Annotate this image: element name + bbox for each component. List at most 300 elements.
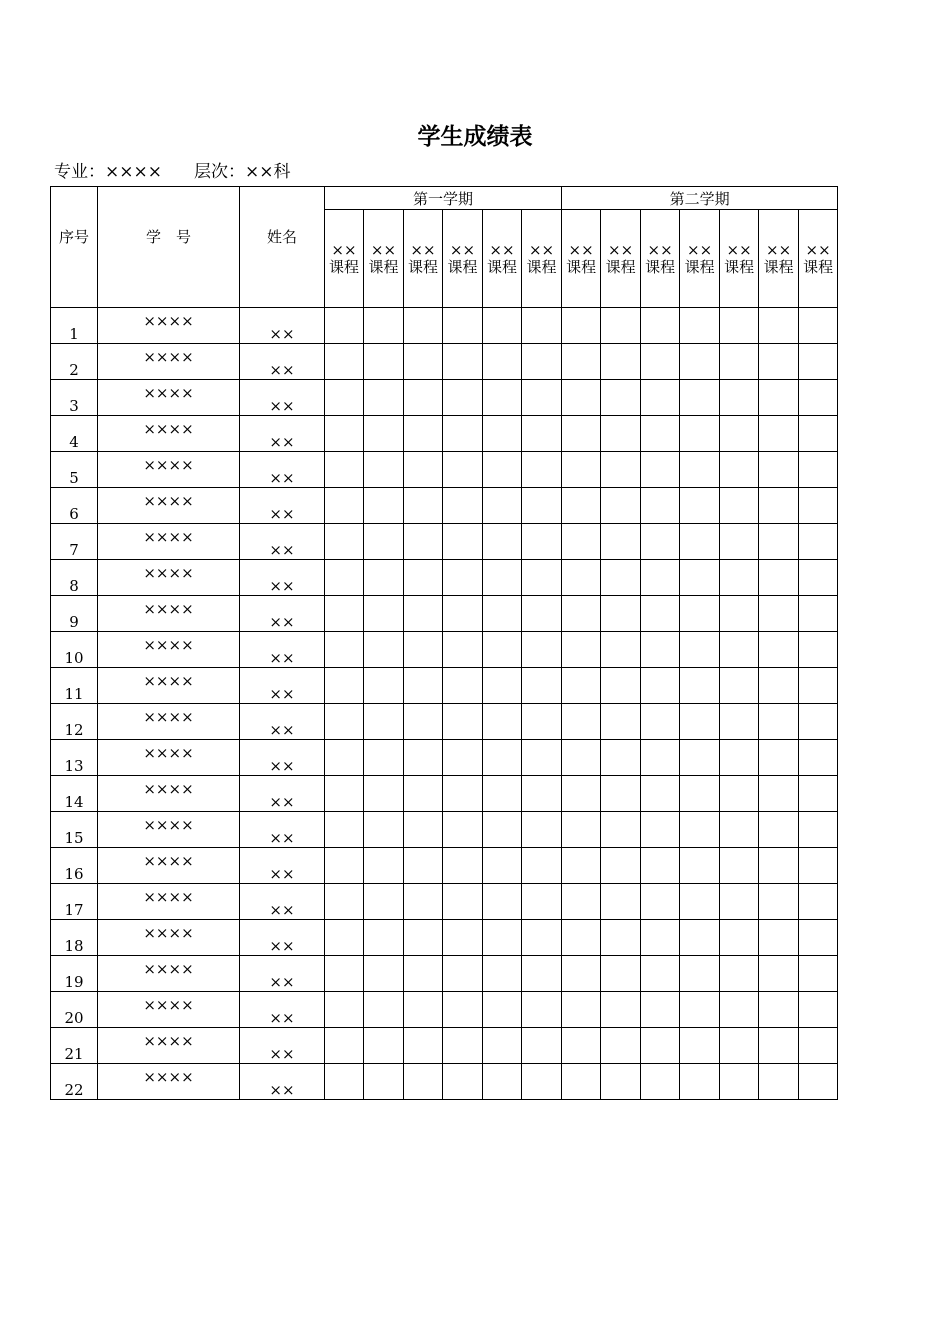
grade-cell[interactable]: [443, 380, 483, 416]
grade-cell[interactable]: [364, 380, 404, 416]
grade-cell[interactable]: [522, 812, 562, 848]
grade-cell[interactable]: [483, 632, 522, 668]
grade-cell[interactable]: [601, 596, 641, 632]
grade-cell[interactable]: [720, 308, 759, 344]
grade-cell[interactable]: [799, 884, 838, 920]
grade-cell[interactable]: [641, 560, 680, 596]
grade-cell[interactable]: [562, 308, 601, 344]
grade-cell[interactable]: [759, 992, 799, 1028]
grade-cell[interactable]: [799, 488, 838, 524]
grade-cell[interactable]: [601, 740, 641, 776]
grade-cell[interactable]: [483, 992, 522, 1028]
grade-cell[interactable]: [720, 596, 759, 632]
grade-cell[interactable]: [325, 596, 364, 632]
grade-cell[interactable]: [325, 488, 364, 524]
grade-cell[interactable]: [364, 812, 404, 848]
grade-cell[interactable]: [325, 920, 364, 956]
grade-cell[interactable]: [601, 344, 641, 380]
course-header-1: [325, 210, 364, 308]
grade-cell[interactable]: [720, 992, 759, 1028]
grade-cell[interactable]: [680, 668, 720, 704]
grade-cell[interactable]: [641, 704, 680, 740]
grade-cell[interactable]: [680, 488, 720, 524]
grade-cell[interactable]: [601, 956, 641, 992]
grade-cell[interactable]: [364, 1064, 404, 1100]
grade-cell[interactable]: [601, 488, 641, 524]
grade-cell[interactable]: [680, 524, 720, 560]
grade-cell[interactable]: [325, 704, 364, 740]
grade-cell[interactable]: [325, 956, 364, 992]
grade-cell[interactable]: [799, 596, 838, 632]
grade-cell[interactable]: [759, 380, 799, 416]
grade-cell[interactable]: [720, 848, 759, 884]
grade-cell[interactable]: [799, 416, 838, 452]
course-header-bottom: 课程: [407, 257, 438, 276]
grade-cell[interactable]: [483, 740, 522, 776]
grade-cell[interactable]: [404, 560, 443, 596]
grade-cell[interactable]: [601, 560, 641, 596]
grade-cell[interactable]: [641, 668, 680, 704]
grade-cell[interactable]: [522, 488, 562, 524]
grade-cell[interactable]: [601, 452, 641, 488]
grade-cell[interactable]: [483, 704, 522, 740]
grade-cell[interactable]: [483, 560, 522, 596]
grade-cell[interactable]: [641, 740, 680, 776]
grade-cell[interactable]: [325, 776, 364, 812]
grade-cell[interactable]: [799, 1064, 838, 1100]
grade-cell[interactable]: [720, 560, 759, 596]
grade-cell[interactable]: [759, 884, 799, 920]
grade-cell[interactable]: [680, 1028, 720, 1064]
grade-cell[interactable]: [443, 596, 483, 632]
grade-cell[interactable]: [562, 992, 601, 1028]
grade-cell[interactable]: [680, 848, 720, 884]
grade-cell[interactable]: [641, 956, 680, 992]
grade-cell[interactable]: [364, 740, 404, 776]
grade-cell[interactable]: [404, 740, 443, 776]
grade-cell[interactable]: [759, 632, 799, 668]
grade-cell[interactable]: [601, 812, 641, 848]
grade-cell[interactable]: [601, 1028, 641, 1064]
grade-cell[interactable]: [404, 488, 443, 524]
grade-cell[interactable]: [404, 452, 443, 488]
grade-cell[interactable]: [325, 632, 364, 668]
grade-cell[interactable]: [720, 416, 759, 452]
grade-cell[interactable]: [483, 956, 522, 992]
grade-cell[interactable]: [680, 884, 720, 920]
grade-cell[interactable]: [404, 812, 443, 848]
grade-cell[interactable]: [364, 668, 404, 704]
grade-cell[interactable]: [522, 524, 562, 560]
grade-cell[interactable]: [404, 1064, 443, 1100]
grade-cell[interactable]: [562, 1028, 601, 1064]
row-name: ××: [240, 668, 325, 704]
grade-cell[interactable]: [680, 452, 720, 488]
grade-cell[interactable]: [799, 848, 838, 884]
grade-cell[interactable]: [404, 668, 443, 704]
grade-cell[interactable]: [759, 524, 799, 560]
course-header-top: ××: [647, 240, 673, 259]
grade-cell[interactable]: [601, 776, 641, 812]
grade-cell[interactable]: [522, 884, 562, 920]
grade-cell[interactable]: [680, 1064, 720, 1100]
grade-cell[interactable]: [562, 1064, 601, 1100]
grade-cell[interactable]: [443, 416, 483, 452]
grade-cell[interactable]: [483, 920, 522, 956]
grade-cell[interactable]: [720, 524, 759, 560]
grade-cell[interactable]: [562, 848, 601, 884]
grade-cell[interactable]: [799, 668, 838, 704]
grade-cell[interactable]: [522, 308, 562, 344]
grade-cell[interactable]: [641, 632, 680, 668]
grade-cell[interactable]: [601, 992, 641, 1028]
grade-cell[interactable]: [641, 776, 680, 812]
row-name: ××: [240, 1028, 325, 1064]
grade-cell[interactable]: [799, 344, 838, 380]
grade-cell[interactable]: [720, 668, 759, 704]
grade-cell[interactable]: [364, 452, 404, 488]
grade-cell[interactable]: [404, 632, 443, 668]
grade-cell[interactable]: [562, 776, 601, 812]
grade-cell[interactable]: [562, 524, 601, 560]
grade-cell[interactable]: [443, 956, 483, 992]
grade-cell[interactable]: [325, 1064, 364, 1100]
grade-cell[interactable]: [601, 380, 641, 416]
grade-cell[interactable]: [720, 632, 759, 668]
grade-cell[interactable]: [364, 848, 404, 884]
grade-cell[interactable]: [799, 920, 838, 956]
grade-cell[interactable]: [641, 1064, 680, 1100]
grade-cell[interactable]: [641, 812, 680, 848]
grade-cell[interactable]: [759, 488, 799, 524]
grade-cell[interactable]: [601, 632, 641, 668]
grade-cell[interactable]: [364, 632, 404, 668]
grade-cell[interactable]: [325, 668, 364, 704]
grade-cell[interactable]: [325, 848, 364, 884]
grade-cell[interactable]: [601, 920, 641, 956]
grade-cell[interactable]: [601, 848, 641, 884]
grade-cell[interactable]: [680, 596, 720, 632]
grade-cell[interactable]: [680, 740, 720, 776]
grade-cell[interactable]: [720, 344, 759, 380]
grade-cell[interactable]: [720, 1064, 759, 1100]
grade-cell[interactable]: [443, 920, 483, 956]
grade-cell[interactable]: [680, 704, 720, 740]
grade-cell[interactable]: [364, 992, 404, 1028]
grade-cell[interactable]: [799, 632, 838, 668]
grade-cell[interactable]: [562, 596, 601, 632]
grade-cell[interactable]: [759, 344, 799, 380]
grade-cell[interactable]: [720, 1028, 759, 1064]
header-semester-1: 第一学期: [325, 187, 562, 210]
grade-cell[interactable]: [720, 380, 759, 416]
grade-cell[interactable]: [562, 920, 601, 956]
grade-cell[interactable]: [443, 524, 483, 560]
grade-cell[interactable]: [325, 884, 364, 920]
grade-cell[interactable]: [483, 812, 522, 848]
grade-cell[interactable]: [759, 596, 799, 632]
grade-cell[interactable]: [325, 524, 364, 560]
grade-cell[interactable]: [443, 848, 483, 884]
grade-cell[interactable]: [364, 776, 404, 812]
grade-cell[interactable]: [443, 812, 483, 848]
grade-cell[interactable]: [562, 452, 601, 488]
table-row: [51, 704, 838, 740]
grade-cell[interactable]: [720, 956, 759, 992]
grade-cell[interactable]: [443, 704, 483, 740]
grade-cell[interactable]: [562, 668, 601, 704]
grade-cell[interactable]: [680, 812, 720, 848]
grade-cell[interactable]: [404, 524, 443, 560]
grade-cell[interactable]: [443, 560, 483, 596]
grade-cell[interactable]: [601, 884, 641, 920]
grade-cell[interactable]: [404, 380, 443, 416]
grade-cell[interactable]: [325, 380, 364, 416]
grade-cell[interactable]: [522, 380, 562, 416]
grade-cell[interactable]: [325, 560, 364, 596]
grade-cell[interactable]: [483, 1028, 522, 1064]
grade-cell[interactable]: [562, 488, 601, 524]
grade-cell[interactable]: [404, 596, 443, 632]
grade-cell[interactable]: [641, 992, 680, 1028]
grade-cell[interactable]: [364, 488, 404, 524]
grade-cell[interactable]: [364, 920, 404, 956]
grade-cell[interactable]: [720, 740, 759, 776]
grade-cell[interactable]: [364, 704, 404, 740]
grade-cell[interactable]: [641, 416, 680, 452]
grade-cell[interactable]: [522, 632, 562, 668]
grade-cell[interactable]: [404, 416, 443, 452]
grade-cell[interactable]: [680, 920, 720, 956]
grade-cell[interactable]: [364, 416, 404, 452]
grade-cell[interactable]: [325, 740, 364, 776]
grade-cell[interactable]: [483, 380, 522, 416]
grade-cell[interactable]: [680, 956, 720, 992]
grade-cell[interactable]: [601, 668, 641, 704]
row-seq: 21: [51, 1028, 98, 1064]
grade-cell[interactable]: [443, 992, 483, 1028]
course-header-12: [759, 210, 799, 308]
grade-cell[interactable]: [641, 308, 680, 344]
grade-cell[interactable]: [720, 452, 759, 488]
grade-cell[interactable]: [364, 560, 404, 596]
grade-cell[interactable]: [799, 740, 838, 776]
grade-cell[interactable]: [759, 560, 799, 596]
row-seq: 19: [51, 956, 98, 992]
grade-cell[interactable]: [562, 956, 601, 992]
grade-cell[interactable]: [404, 956, 443, 992]
grade-cell[interactable]: [759, 452, 799, 488]
grade-cell[interactable]: [483, 488, 522, 524]
grade-cell[interactable]: [522, 560, 562, 596]
row-name: ××: [240, 776, 325, 812]
grade-cell[interactable]: [364, 1028, 404, 1064]
grade-cell[interactable]: [404, 992, 443, 1028]
course-header-top: ××: [608, 240, 634, 259]
grade-cell[interactable]: [601, 416, 641, 452]
grade-cell[interactable]: [325, 344, 364, 380]
grade-cell[interactable]: [759, 704, 799, 740]
grade-cell[interactable]: [483, 344, 522, 380]
grade-cell[interactable]: [759, 1028, 799, 1064]
grade-cell[interactable]: [562, 416, 601, 452]
grade-cell[interactable]: [325, 452, 364, 488]
grade-cell[interactable]: [443, 740, 483, 776]
grade-cell[interactable]: [522, 920, 562, 956]
grade-cell[interactable]: [522, 704, 562, 740]
grade-cell[interactable]: [522, 452, 562, 488]
table-row: [51, 1064, 838, 1100]
grade-cell[interactable]: [522, 848, 562, 884]
grade-cell[interactable]: [720, 704, 759, 740]
grade-cell[interactable]: [522, 992, 562, 1028]
grade-cell[interactable]: [759, 416, 799, 452]
grade-cell[interactable]: [325, 308, 364, 344]
grade-cell[interactable]: [364, 596, 404, 632]
grade-cell[interactable]: [641, 920, 680, 956]
grade-cell[interactable]: [759, 740, 799, 776]
grade-cell[interactable]: [601, 524, 641, 560]
grade-cell[interactable]: [364, 884, 404, 920]
grade-cell[interactable]: [404, 920, 443, 956]
grade-cell[interactable]: [522, 668, 562, 704]
grade-cell[interactable]: [680, 776, 720, 812]
grade-cell[interactable]: [799, 452, 838, 488]
grade-cell[interactable]: [522, 344, 562, 380]
grade-cell[interactable]: [759, 848, 799, 884]
grade-cell[interactable]: [483, 452, 522, 488]
grade-cell[interactable]: [680, 380, 720, 416]
grade-cell[interactable]: [483, 848, 522, 884]
grade-cell[interactable]: [483, 308, 522, 344]
grade-cell[interactable]: [522, 740, 562, 776]
grade-cell[interactable]: [483, 884, 522, 920]
grade-cell[interactable]: [799, 380, 838, 416]
grade-cell[interactable]: [641, 380, 680, 416]
grade-cell[interactable]: [641, 596, 680, 632]
grade-cell[interactable]: [562, 632, 601, 668]
grade-cell[interactable]: [443, 452, 483, 488]
grade-cell[interactable]: [443, 668, 483, 704]
grade-cell[interactable]: [759, 776, 799, 812]
grade-cell[interactable]: [404, 776, 443, 812]
grade-cell[interactable]: [641, 1028, 680, 1064]
grade-cell[interactable]: [680, 992, 720, 1028]
grade-cell[interactable]: [799, 812, 838, 848]
grade-cell[interactable]: [325, 1028, 364, 1064]
grade-cell[interactable]: [404, 1028, 443, 1064]
grade-cell[interactable]: [641, 848, 680, 884]
grade-cell[interactable]: [641, 344, 680, 380]
grade-cell[interactable]: [720, 920, 759, 956]
grade-cell[interactable]: [759, 1064, 799, 1100]
grade-cell[interactable]: [443, 344, 483, 380]
grade-cell[interactable]: [483, 524, 522, 560]
grade-cell[interactable]: [325, 812, 364, 848]
grade-cell[interactable]: [799, 1028, 838, 1064]
grade-cell[interactable]: [443, 1064, 483, 1100]
grade-cell[interactable]: [364, 524, 404, 560]
grade-cell[interactable]: [443, 488, 483, 524]
grade-cell[interactable]: [720, 884, 759, 920]
grade-cell[interactable]: [601, 704, 641, 740]
grade-cell[interactable]: [759, 812, 799, 848]
grade-cell[interactable]: [799, 308, 838, 344]
grade-cell[interactable]: [680, 416, 720, 452]
grade-cell[interactable]: [562, 704, 601, 740]
grade-cell[interactable]: [799, 560, 838, 596]
grade-cell[interactable]: [404, 344, 443, 380]
grade-cell[interactable]: [522, 1064, 562, 1100]
grade-cell[interactable]: [601, 308, 641, 344]
table-row: [51, 740, 838, 776]
grade-cell[interactable]: [641, 452, 680, 488]
grade-cell[interactable]: [364, 308, 404, 344]
grade-cell[interactable]: [443, 308, 483, 344]
grade-cell[interactable]: [641, 884, 680, 920]
grade-cell[interactable]: [562, 344, 601, 380]
grade-cell[interactable]: [680, 560, 720, 596]
grade-cell[interactable]: [522, 416, 562, 452]
grade-cell[interactable]: [364, 956, 404, 992]
grade-cell[interactable]: [325, 992, 364, 1028]
grade-cell[interactable]: [522, 596, 562, 632]
grade-cell[interactable]: [680, 308, 720, 344]
grade-cell[interactable]: [522, 956, 562, 992]
grade-cell[interactable]: [443, 776, 483, 812]
grade-cell[interactable]: [680, 632, 720, 668]
grade-cell[interactable]: [443, 1028, 483, 1064]
grade-cell[interactable]: [404, 884, 443, 920]
grade-cell[interactable]: [720, 812, 759, 848]
grade-cell[interactable]: [759, 920, 799, 956]
grade-cell[interactable]: [720, 776, 759, 812]
grade-cell[interactable]: [562, 740, 601, 776]
grade-cell[interactable]: [799, 524, 838, 560]
grade-cell[interactable]: [759, 668, 799, 704]
grade-cell[interactable]: [483, 776, 522, 812]
grade-cell[interactable]: [562, 380, 601, 416]
grade-cell[interactable]: [364, 344, 404, 380]
grade-cell[interactable]: [404, 704, 443, 740]
grade-cell[interactable]: [404, 848, 443, 884]
grade-cell[interactable]: [325, 416, 364, 452]
grade-cell[interactable]: [483, 416, 522, 452]
grade-cell[interactable]: [680, 344, 720, 380]
grade-cell[interactable]: [799, 704, 838, 740]
grade-cell[interactable]: [562, 560, 601, 596]
grade-cell[interactable]: [404, 308, 443, 344]
grade-cell[interactable]: [562, 812, 601, 848]
grade-cell[interactable]: [720, 488, 759, 524]
grade-cell[interactable]: [799, 992, 838, 1028]
grade-cell[interactable]: [443, 632, 483, 668]
grade-cell[interactable]: [483, 596, 522, 632]
grade-cell[interactable]: [483, 668, 522, 704]
grade-cell[interactable]: [522, 1028, 562, 1064]
grade-cell[interactable]: [483, 1064, 522, 1100]
grade-cell[interactable]: [522, 776, 562, 812]
grade-cell[interactable]: [641, 524, 680, 560]
grade-cell[interactable]: [641, 488, 680, 524]
grade-cell[interactable]: [562, 884, 601, 920]
grade-cell[interactable]: [759, 308, 799, 344]
grade-cell[interactable]: [759, 956, 799, 992]
grade-cell[interactable]: [443, 884, 483, 920]
grade-cell[interactable]: [601, 1064, 641, 1100]
grade-cell[interactable]: [799, 776, 838, 812]
grade-cell[interactable]: [799, 956, 838, 992]
